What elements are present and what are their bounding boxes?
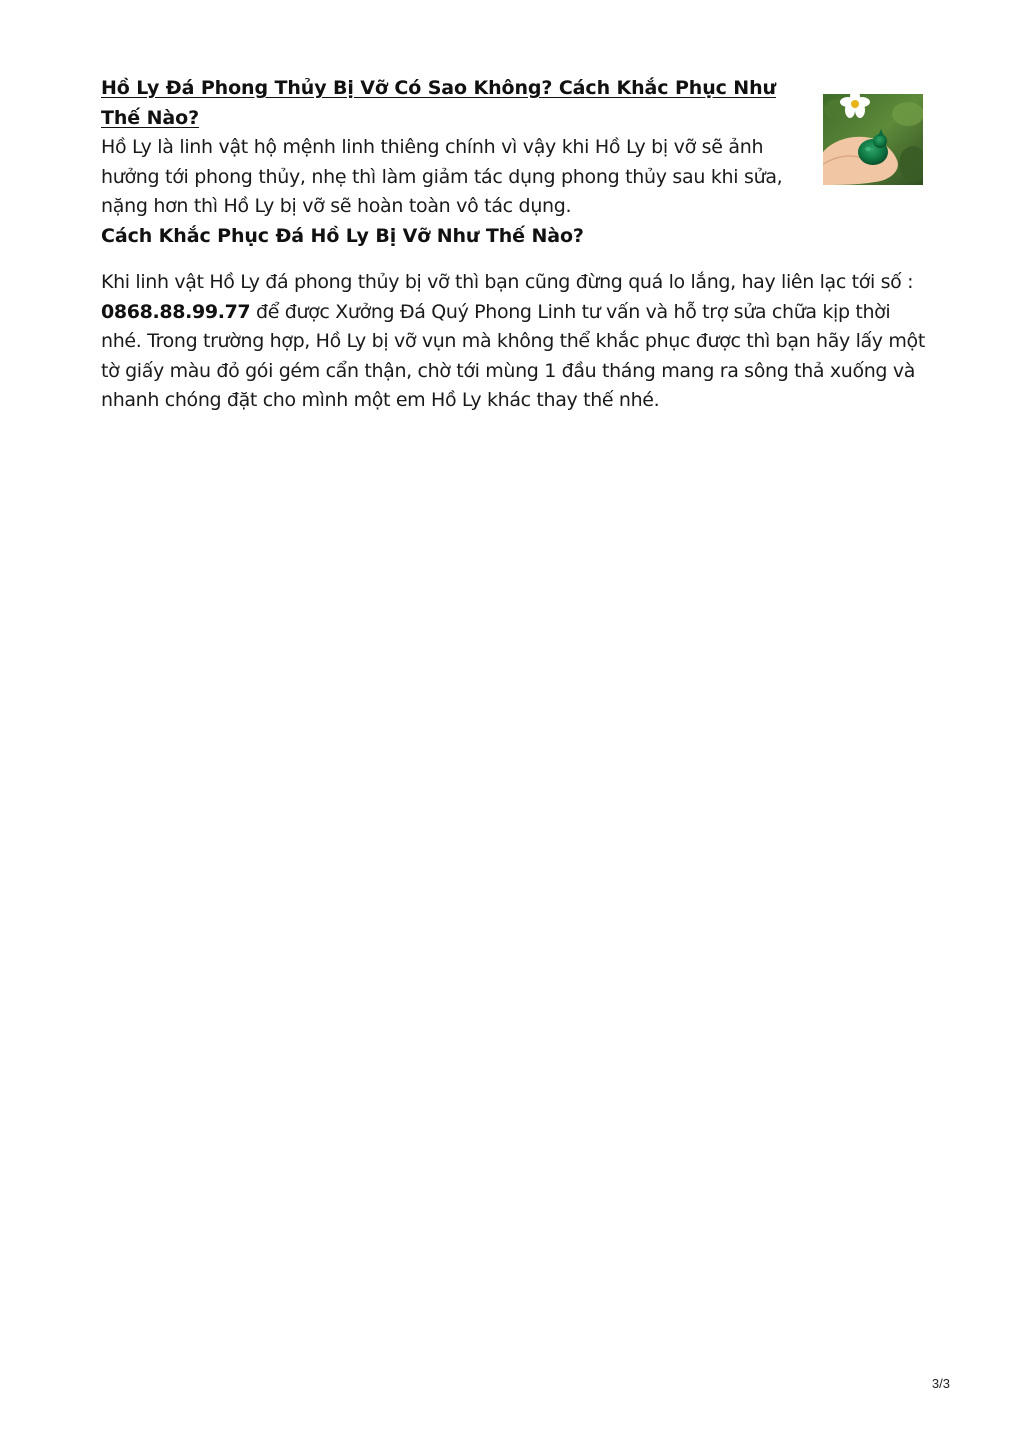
jade-fox-photo-icon — [823, 94, 923, 185]
page-number: 3/3 — [931, 1376, 950, 1391]
article-thumbnail[interactable] — [823, 94, 923, 185]
section-subheading: Cách Khắc Phục Đá Hồ Ly Bị Vỡ Như Thế Nào? — [101, 224, 584, 247]
body-section — [101, 268, 931, 416]
article-intro-text: Hồ Ly là linh vật hộ mệnh linh thiêng chính vì vậy khi Hồ Ly bị vỡ sẽ ảnh hưởng tới phong thủy, nhẹ thì làm giảm tác dụng phong thủy sau khi sửa, nặng hơn thì Hồ Ly bị vỡ sẽ hoàn toàn vô tác dụng. — [101, 136, 783, 217]
body-paragraph — [101, 268, 931, 416]
article-section — [101, 74, 801, 251]
article-title-link[interactable]: Hồ Ly Đá Phong Thủy Bị Vỡ Có Sao Không? Cách Khắc Phục Như Thế Nào? — [101, 77, 776, 129]
hotline-phone-number[interactable]: 0868.88.99.77 — [101, 300, 251, 323]
body-text-after-phone: để được Xưởng Đá Quý Phong Linh tư vấn và hỗ trợ sửa chữa kịp thời nhé. Trong trường hợp, Hồ Ly bị vỡ vụn mà không thể khắc phục được thì bạn hãy lấy một tờ giấy màu đỏ gói gém cẩn thận, chờ tới mùng 1 đầu tháng mang ra sông thả xuống và nhanh chóng đặt cho mình một em Hồ Ly khác thay thế nhé. — [101, 300, 925, 411]
body-text-before-phone: Khi linh vật Hồ Ly đá phong thủy bị vỡ thì bạn cũng đừng quá lo lắng, hay liên lạc tới số : — [101, 271, 914, 293]
